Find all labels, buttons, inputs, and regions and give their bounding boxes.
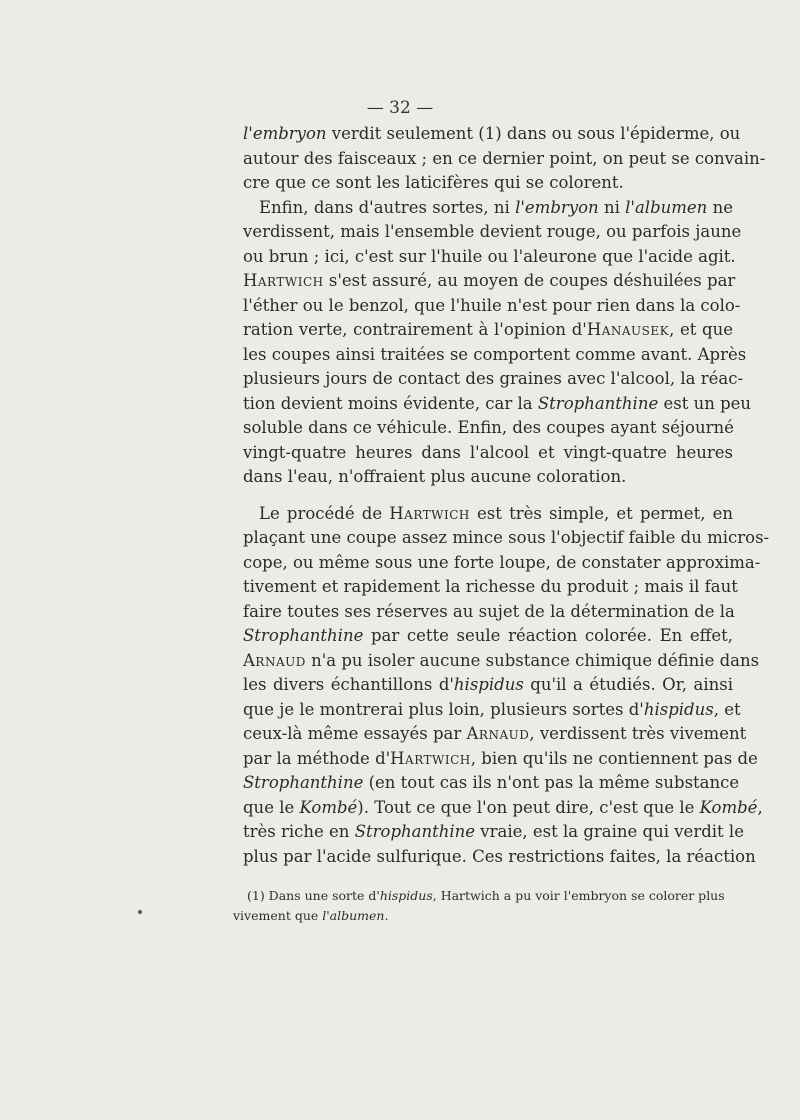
text-run: cre que ce sont les laticifères qui se colorent. — [243, 173, 624, 192]
text-run: , et que — [669, 320, 733, 339]
italic-term: hispidus — [643, 699, 714, 719]
italic-term: Strophanthine — [537, 393, 659, 413]
text-line — [243, 722, 747, 747]
text-run: vivement que — [233, 908, 323, 923]
text-run: . — [384, 908, 389, 923]
paragraph-3 — [243, 502, 770, 870]
text-run: , verdissent très vivement — [529, 724, 747, 743]
text-line — [243, 624, 733, 649]
text-run: ou brun ; ici, c'est sur l'huile ou l'aleurone que l'acide agit. — [243, 246, 736, 266]
text-line — [243, 796, 763, 821]
italic-term: l'embryon — [515, 197, 599, 217]
text-run: , Hartwich a pu voir l'embryon se colorer plus — [432, 888, 725, 903]
text-line — [243, 845, 756, 870]
text-run: , et — [713, 699, 741, 719]
text-run: s'est assuré, au moyen de coupes déshuilées par — [323, 271, 736, 290]
text-run: est un peu — [658, 393, 752, 413]
text-run: que je le montrerai plus loin, plusieurs sortes d' — [243, 699, 644, 719]
text-line — [243, 575, 738, 600]
text-line — [243, 147, 766, 172]
italic-term: Kombé — [699, 797, 758, 817]
page-number: — 32 — — [366, 98, 434, 118]
text-line — [243, 673, 733, 698]
text-run: que le — [243, 797, 300, 817]
text-line — [243, 551, 761, 576]
text-run: (1) Dans une sorte d' — [247, 888, 380, 903]
text-run: verdit seulement (1) dans ou sous l'épiderme, ou — [326, 124, 741, 143]
text-line — [243, 441, 733, 466]
text-run: est très simple, et permet, en — [469, 503, 734, 523]
footnote — [233, 886, 733, 926]
text-run: plusieurs jours de contact des graines avec l'alcool, la réac- — [243, 369, 744, 388]
author-name: Arnaud — [243, 650, 306, 670]
text-run: soluble dans ce véhicule. Enfin, des coupes ayant séjourné — [243, 418, 734, 437]
text-run: n'a pu isoler aucune substance chimique définie dans — [305, 650, 760, 670]
text-run: tion devient moins évidente, car la — [243, 393, 538, 413]
text-line — [243, 269, 736, 294]
author-name: Hanausek — [586, 320, 670, 339]
text-run: ceux-là même essayés par — [243, 724, 467, 743]
text-line — [243, 367, 744, 392]
text-line — [243, 245, 736, 270]
italic-term: l'albumen — [322, 908, 385, 923]
italic-term: Kombé — [299, 797, 358, 817]
text-run: l'éther ou le benzol, que l'huile n'est pour rien dans la colo- — [243, 295, 741, 315]
paragraph-2 — [243, 196, 752, 490]
text-run: par cette seule réaction colorée. En effet, — [363, 626, 733, 645]
text-run: cope, ou même sous une forte loupe, de constater approxima- — [243, 552, 761, 572]
text-run: (en tout cas ils n'ont pas la même substance — [363, 773, 740, 792]
ink-speck — [138, 910, 142, 914]
text-run: les divers échantillons d' — [243, 675, 454, 694]
italic-term: hispidus — [453, 675, 524, 694]
author-name: Arnaud — [466, 724, 530, 743]
text-line — [243, 171, 733, 196]
text-run: Enfin, dans d'autres sortes, ni — [259, 197, 516, 217]
text-line — [243, 502, 733, 527]
text-run: Le procédé de — [259, 503, 390, 523]
italic-term: hispidus — [379, 888, 433, 903]
text-line — [243, 318, 733, 343]
text-run: faire toutes ses réserves au sujet de la détermination de la — [243, 601, 735, 621]
author-name: Hartwich — [389, 503, 470, 523]
footnote-line — [233, 906, 733, 926]
text-line — [243, 122, 741, 147]
text-line — [243, 196, 733, 221]
text-line — [243, 649, 760, 674]
footnote-line — [233, 886, 733, 906]
italic-term: Strophanthine — [243, 773, 364, 792]
text-run: ration verte, contrairement à l'opinion d' — [243, 320, 587, 339]
text-line — [243, 698, 741, 723]
text-run: très riche en — [243, 822, 355, 841]
text-run: , — [757, 797, 763, 817]
text-line — [243, 526, 770, 551]
text-run: , bien qu'ils ne contiennent pas de — [470, 748, 758, 768]
text-line — [243, 343, 747, 368]
text-line — [243, 416, 733, 441]
text-line — [243, 220, 742, 245]
text-line — [243, 294, 741, 319]
paragraph-1 — [243, 122, 766, 196]
italic-term: Strophanthine — [243, 626, 364, 645]
text-run: verdissent, mais l'ensemble devient rouge, ou parfois jaune — [243, 222, 742, 241]
italic-term: l'embryon — [243, 124, 327, 143]
text-line — [243, 600, 733, 625]
text-run: par la méthode d' — [243, 748, 391, 768]
text-run: les coupes ainsi traitées se comportent comme avant. Après — [243, 344, 747, 364]
text-line — [243, 820, 744, 845]
text-run: plus par l'acide sulfurique. Ces restrictions faites, la réaction — [243, 846, 756, 866]
text-run: ne — [707, 197, 733, 217]
text-line — [243, 771, 740, 796]
text-run: ). Tout ce que l'on peut dire, c'est que le — [357, 797, 700, 817]
italic-term: Strophanthine — [354, 822, 476, 841]
text-line — [243, 747, 758, 772]
text-line — [243, 392, 752, 417]
text-run: dans l'eau, n'offraient plus aucune coloration. — [243, 467, 627, 486]
text-run: tivement et rapidement la richesse du produit ; mais il faut — [243, 577, 738, 596]
text-line — [243, 465, 733, 490]
body-text — [243, 122, 770, 869]
text-run: qu'il a étudiés. Or, ainsi — [523, 675, 733, 694]
italic-term: l'albumen — [625, 197, 708, 217]
text-run: vraie, est la graine qui verdit le — [475, 822, 744, 841]
author-name: Hartwich — [243, 271, 324, 290]
text-run: ni — [598, 197, 626, 217]
text-run: vingt-quatre heures dans l'alcool et vingt-quatre heures — [243, 442, 733, 462]
text-run: plaçant une coupe assez mince sous l'objectif faible du micros- — [243, 528, 770, 547]
text-run: autour des faisceaux ; en ce dernier point, on peut se convain- — [243, 148, 766, 168]
author-name: Hartwich — [390, 748, 471, 768]
